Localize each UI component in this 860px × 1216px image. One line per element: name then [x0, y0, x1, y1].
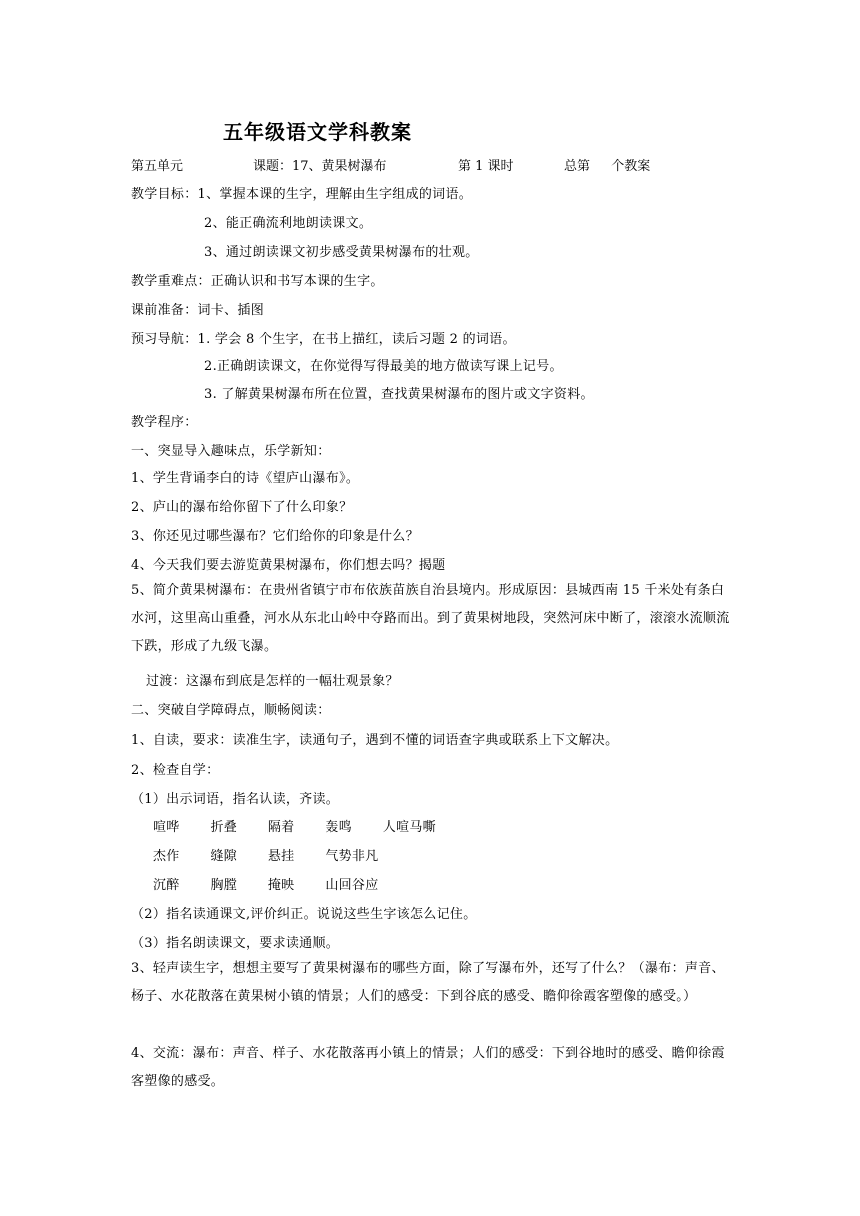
- vocab-word: 山回谷应: [325, 878, 379, 893]
- vocab-word: 喧哗: [153, 820, 180, 835]
- section-1-item-5: 5、简介黄果树瀑布：在贵州省镇宁市布依族苗族自治县境内。形成原因：县城西南 15 千米处有条白水河，这里高山重叠，河水从东北山岭中夺路而出。到了黄果树地段，突然河床中断了，滚滚水流顺流下跌，形成了九级飞瀑。: [131, 583, 730, 654]
- header-unit: 第五单元: [131, 159, 184, 174]
- vocab-word: 折叠: [210, 820, 238, 835]
- section-1-item-2: 2、庐山的瀑布给你留下了什么印象？: [131, 500, 353, 515]
- vocab-word: 缝隙: [210, 849, 238, 864]
- vocab-word: 沉醉: [153, 878, 180, 893]
- document-title: 五年级语文学科教案: [223, 120, 412, 144]
- vocab-word: 人喧马嘶: [382, 820, 436, 835]
- goal-line-3: 3、通过朗读课文初步感受黄果树瀑布的壮观。: [204, 245, 479, 260]
- key-point: 教学重难点：正确认识和书写本课的生字。: [131, 274, 384, 289]
- transition-line: 过渡：这瀑布到底是怎样的一幅壮观景象？: [146, 674, 399, 689]
- preview-line-3: 3. 了解黄果树瀑布所在位置，查找黄果树瀑布的图片或文字资料。: [204, 387, 594, 402]
- vocab-word: 掩映: [267, 878, 295, 893]
- vocab-word: 杰作: [153, 849, 180, 864]
- word-row-1: [153, 816, 436, 835]
- procedure-heading: 教学程序：: [131, 415, 198, 430]
- goal-line-2: 2、能正确流利地朗读课文。: [204, 216, 373, 231]
- section-1-heading: 一、突显导入趣味点，乐学新知：: [131, 444, 331, 459]
- goal-line-1: 教学目标：1、掌握本课的生字，理解由生字组成的词语。: [131, 187, 473, 202]
- section-1-item-1: 1、学生背诵李白的诗《望庐山瀑布》。: [131, 471, 360, 486]
- section-2-sub-1: （1）出示词语，指名认读，齐读。: [131, 792, 340, 807]
- vocab-word: 悬挂: [267, 849, 295, 864]
- vocab-word: 隔着: [267, 820, 295, 835]
- section-2-item-1: 1、自读，要求：读准生字，读通句子，遇到不懂的词语查字典或联系上下文解决。: [131, 733, 619, 748]
- vocab-word: 气势非凡: [325, 849, 379, 864]
- vocab-word: 胸膛: [210, 878, 238, 893]
- section-2-sub-3: （3）指名朗读课文，要求读通顺。: [131, 936, 340, 951]
- preparation: 课前准备：词卡、插图: [131, 303, 265, 318]
- header-total: 总第 个教案: [564, 159, 651, 174]
- header-period: 第 1 课时: [458, 159, 514, 174]
- header-topic: 课题：17、黄果树瀑布: [253, 159, 387, 174]
- section-1-item-3: 3、你还见过哪些瀑布？它们给你的印象是什么？: [131, 529, 419, 544]
- section-2-sub-2: （2）指名读通课文,评价纠正。说说这些生字该怎么记住。: [131, 907, 477, 922]
- word-row-2: [153, 845, 379, 864]
- vocab-word: 轰鸣: [325, 820, 352, 835]
- preview-line-1: 预习导航：1. 学会 8 个生字，在书上描红，读后习题 2 的词语。: [131, 332, 516, 347]
- section-2-heading: 二、突破自学障碍点，顺畅阅读：: [131, 703, 331, 718]
- section-1-item-4: 4、今天我们要去游览黄果树瀑布，你们想去吗？揭题: [131, 558, 446, 573]
- preview-line-2: 2.正确朗读课文，在你觉得写得最美的地方做读写课上记号。: [204, 359, 563, 374]
- section-2-item-4: 4、交流：瀑布：声音、样子、水花散落再小镇上的情景；人们的感受：下到谷地时的感受、瞻仰徐霞客塑像的感受。: [131, 1046, 725, 1089]
- word-row-3: [153, 874, 379, 893]
- section-2-item-2: 2、检查自学：: [131, 763, 220, 778]
- section-2-item-3: 3、轻声读生字，想想主要写了黄果树瀑布的哪些方面，除了写瀑布外，还写了什么？（瀑布：声音、杨子、水花散落在黄果树小镇的情景；人们的感受：下到谷底的感受、瞻仰徐霞客塑像的感受。）: [131, 961, 725, 1004]
